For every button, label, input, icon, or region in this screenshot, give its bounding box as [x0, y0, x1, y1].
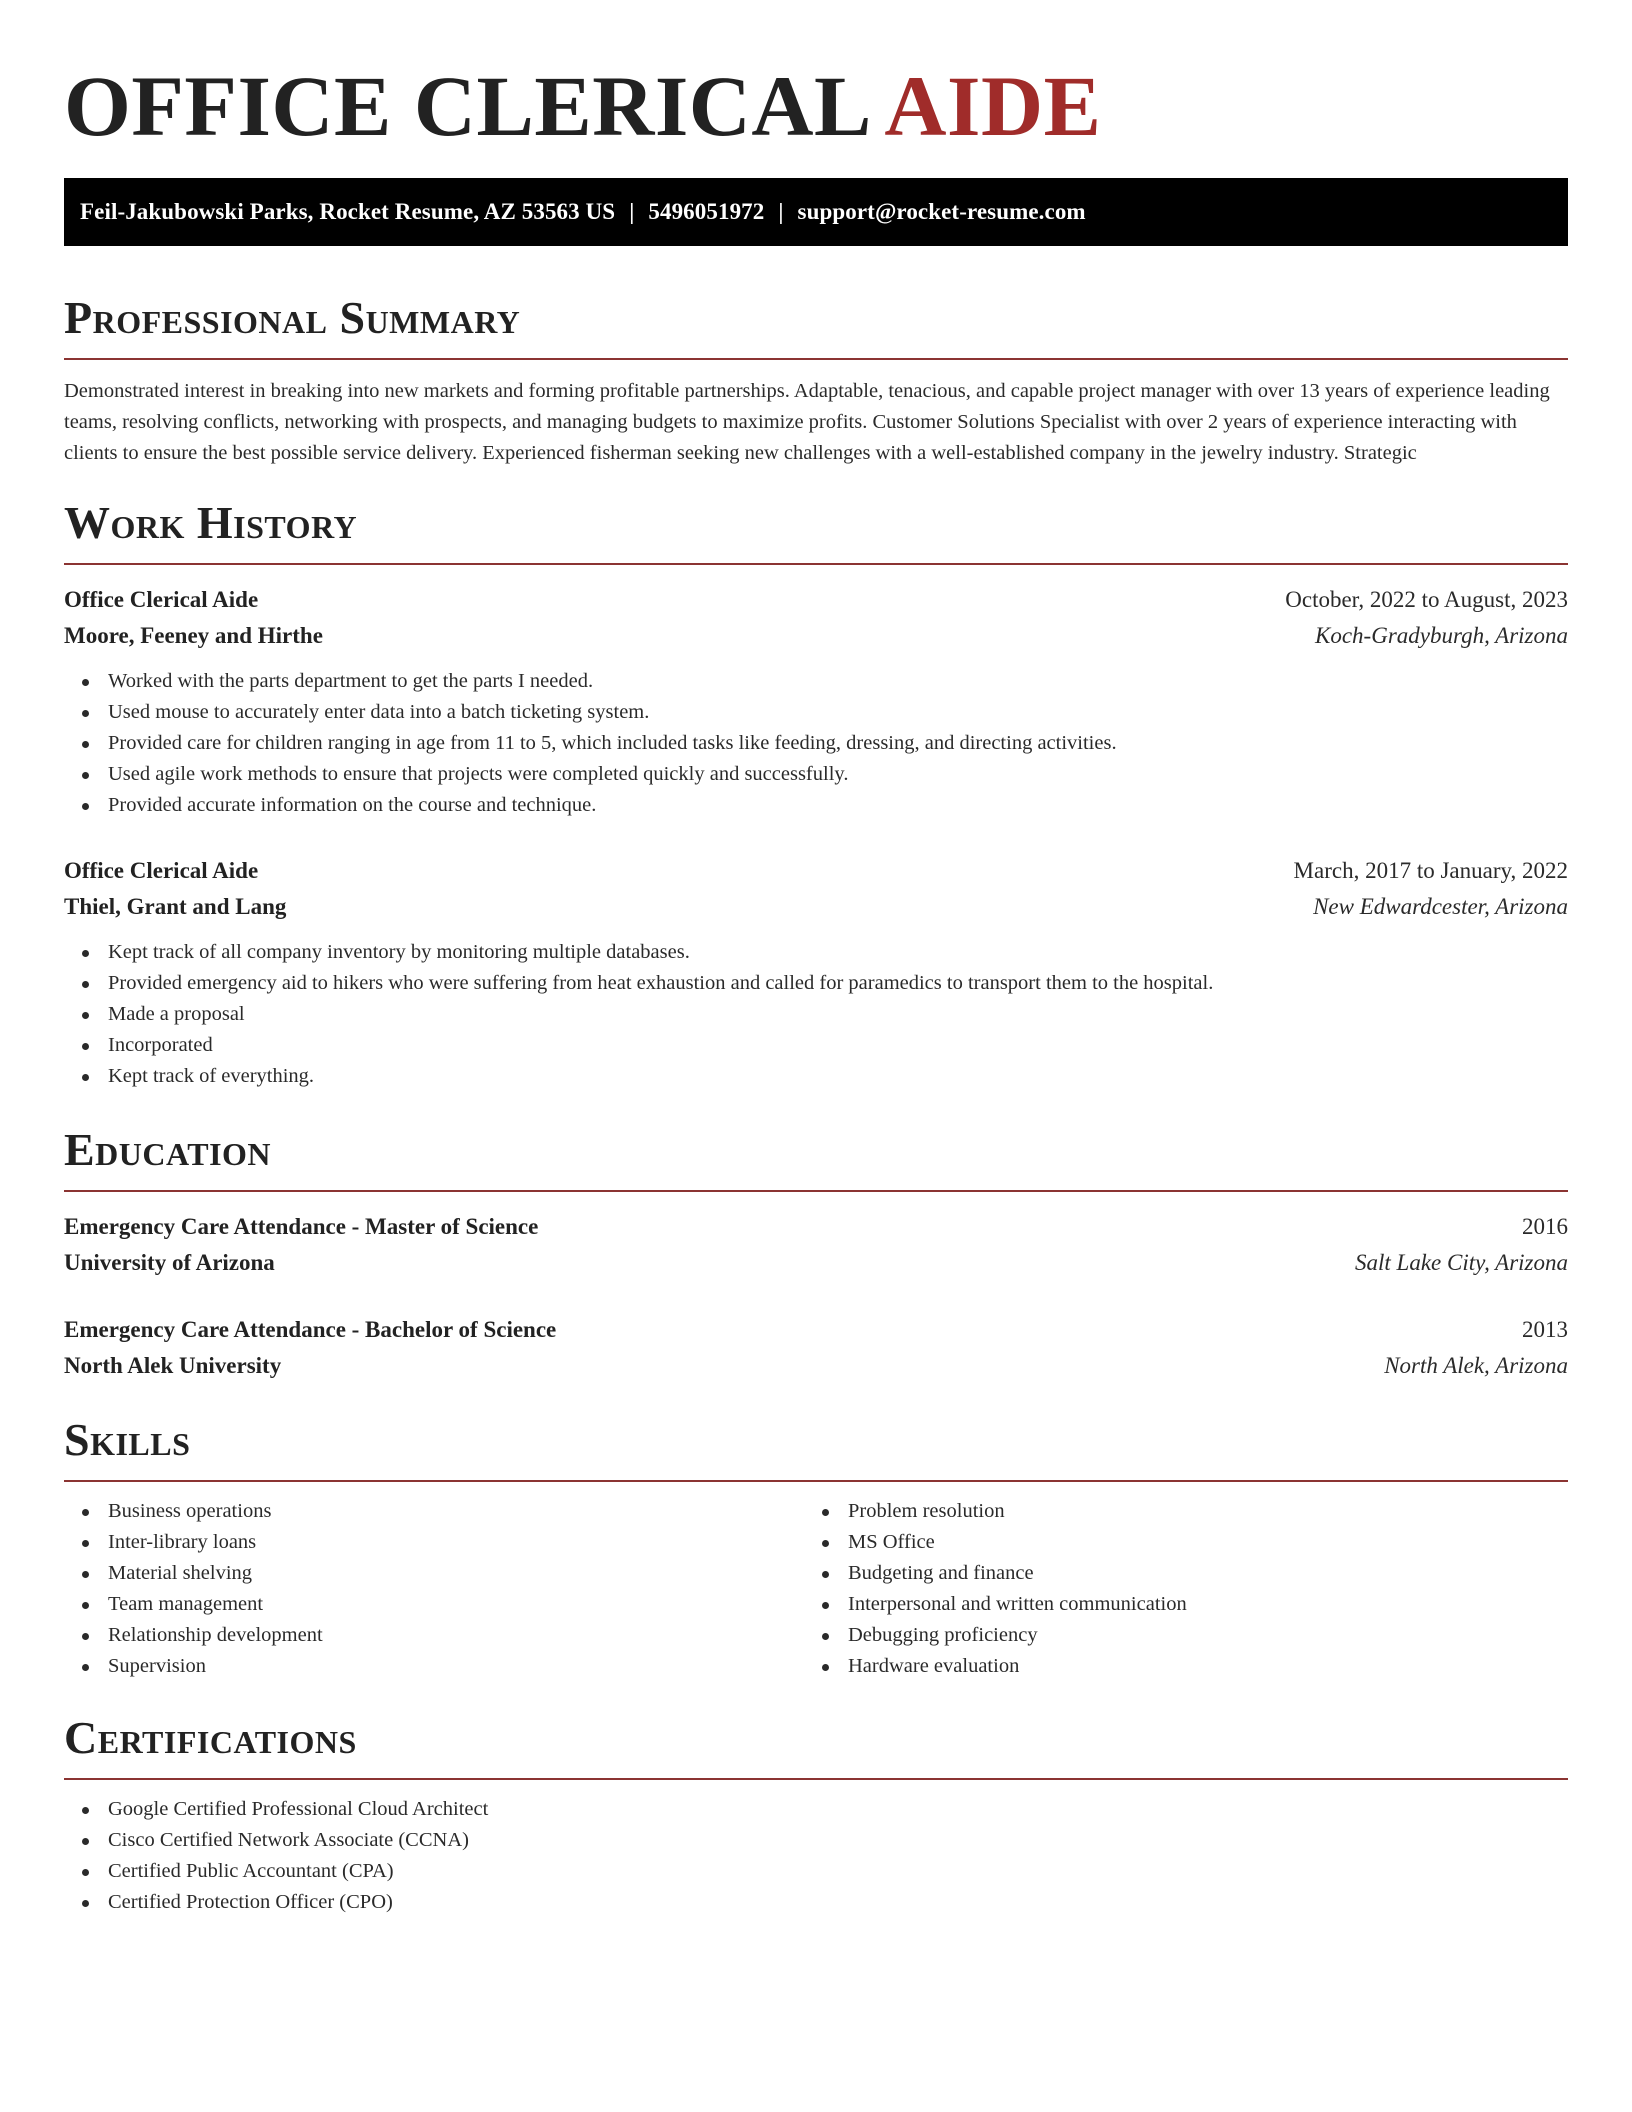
summary-section: [64, 290, 1568, 469]
contact-bar: [64, 178, 1568, 246]
education-degree-row: [64, 1209, 1568, 1245]
duty-item: Used mouse to accurately enter data into a batch ticketing system.: [64, 697, 1568, 728]
contact-separator: |: [778, 199, 784, 224]
skill-item: MS Office: [804, 1527, 1544, 1558]
duty-item: Provided care for children ranging in age from 11 to 5, which included tasks like feeding, dressing, and directing activities.: [64, 728, 1568, 759]
duty-item: Used agile work methods to ensure that projects were completed quickly and successfully.: [64, 759, 1568, 790]
skill-item: Debugging proficiency: [804, 1620, 1544, 1651]
section-divider: [64, 1190, 1568, 1192]
certifications-section: [64, 1710, 1568, 1918]
title-accent: AIDE: [884, 58, 1102, 154]
job-location: New Edwardcester, Arizona: [1313, 894, 1568, 919]
section-divider: [64, 1480, 1568, 1482]
job-company-row: [64, 889, 1568, 925]
section-heading-skills: Skills: [64, 1414, 191, 1465]
section-heading-work-history: Work History: [64, 497, 358, 548]
job-company-row: [64, 618, 1568, 654]
section-heading-certifications: Certifications: [64, 1712, 357, 1763]
education-school: University of Arizona: [64, 1250, 275, 1275]
skill-item: Problem resolution: [804, 1496, 1544, 1527]
education-location: Salt Lake City, Arizona: [1355, 1250, 1568, 1275]
job-duties: [64, 666, 1568, 821]
title-main: OFFICE CLERICAL: [64, 58, 868, 154]
contact-separator: |: [629, 199, 635, 224]
duty-item: Made a proposal: [64, 999, 1568, 1030]
skill-item: Budgeting and finance: [804, 1558, 1544, 1589]
duty-item: Kept track of all company inventory by monitoring multiple databases.: [64, 937, 1568, 968]
certifications-list: [64, 1794, 1568, 1918]
summary-text: Demonstrated interest in breaking into new markets and forming profitable partnerships. Adaptable, tenacious, and capable project manager with over 13 years of experience leading teams, resolving conflicts, networking with prospects, and managing budgets to maximize profits. Customer Solutions Specialist with over 2 years of experience interacting with clients to ensure the best possible service delivery. Experienced fisherman seeking new challenges with a well-established company in the jewelry industry. Strategic: [64, 380, 1550, 464]
section-divider: [64, 1778, 1568, 1780]
skill-item: Inter-library loans: [64, 1527, 804, 1558]
job-company: Thiel, Grant and Lang: [64, 894, 287, 919]
work-history-section: [64, 495, 1568, 1092]
job-entry: [64, 582, 1568, 821]
skills-section: [64, 1412, 1568, 1682]
skill-item: Relationship development: [64, 1620, 804, 1651]
resume-title: [64, 0, 1568, 156]
skill-item: Material shelving: [64, 1558, 804, 1589]
job-entry: [64, 853, 1568, 1092]
job-company: Moore, Feeney and Hirthe: [64, 623, 323, 648]
contact-phone[interactable]: 5496051972: [648, 199, 765, 224]
job-header-row: [64, 582, 1568, 618]
job-duties: [64, 937, 1568, 1092]
job-dates: March, 2017 to January, 2022: [1293, 858, 1568, 883]
education-location: North Alek, Arizona: [1384, 1353, 1568, 1378]
education-entry: [64, 1209, 1568, 1281]
education-school: North Alek University: [64, 1353, 282, 1378]
contact-email[interactable]: support@rocket-resume.com: [797, 199, 1086, 224]
job-title: Office Clerical Aide: [64, 587, 259, 612]
job-dates: October, 2022 to August, 2023: [1285, 587, 1568, 612]
skills-column-right: [804, 1496, 1544, 1682]
education-entry: [64, 1312, 1568, 1384]
skill-item: Hardware evaluation: [804, 1651, 1544, 1682]
certification-item: Google Certified Professional Cloud Architect: [64, 1794, 1568, 1825]
education-degree: Emergency Care Attendance - Bachelor of Science: [64, 1317, 557, 1342]
skill-item: Interpersonal and written communication: [804, 1589, 1544, 1620]
certification-item: Cisco Certified Network Associate (CCNA): [64, 1825, 1568, 1856]
education-degree-row: [64, 1312, 1568, 1348]
duty-item: Incorporated: [64, 1030, 1568, 1061]
job-header-row: [64, 853, 1568, 889]
education-section: [64, 1122, 1568, 1384]
education-year: 2013: [1522, 1317, 1568, 1342]
section-heading-summary: Professional Summary: [64, 292, 521, 343]
skill-item: Business operations: [64, 1496, 804, 1527]
skills-grid: [64, 1496, 1568, 1682]
duty-item: Provided emergency aid to hikers who were suffering from heat exhaustion and called for paramedics to transport them to the hospital.: [64, 968, 1568, 999]
skills-column-left: [64, 1496, 804, 1682]
job-title: Office Clerical Aide: [64, 858, 259, 883]
section-divider: [64, 563, 1568, 565]
duty-item: Provided accurate information on the course and technique.: [64, 790, 1568, 821]
contact-address: Feil-Jakubowski Parks, Rocket Resume, AZ 53563 US: [80, 199, 616, 224]
education-school-row: [64, 1245, 1568, 1281]
skill-item: Team management: [64, 1589, 804, 1620]
duty-item: Worked with the parts department to get the parts I needed.: [64, 666, 1568, 697]
skill-item: Supervision: [64, 1651, 804, 1682]
education-school-row: [64, 1348, 1568, 1384]
section-divider: [64, 358, 1568, 360]
education-degree: Emergency Care Attendance - Master of Science: [64, 1214, 539, 1239]
duty-item: Kept track of everything.: [64, 1061, 1568, 1092]
certification-item: Certified Public Accountant (CPA): [64, 1856, 1568, 1887]
certification-item: Certified Protection Officer (CPO): [64, 1887, 1568, 1918]
job-location: Koch-Gradyburgh, Arizona: [1315, 623, 1568, 648]
education-year: 2016: [1522, 1214, 1568, 1239]
section-heading-education: Education: [64, 1124, 272, 1175]
